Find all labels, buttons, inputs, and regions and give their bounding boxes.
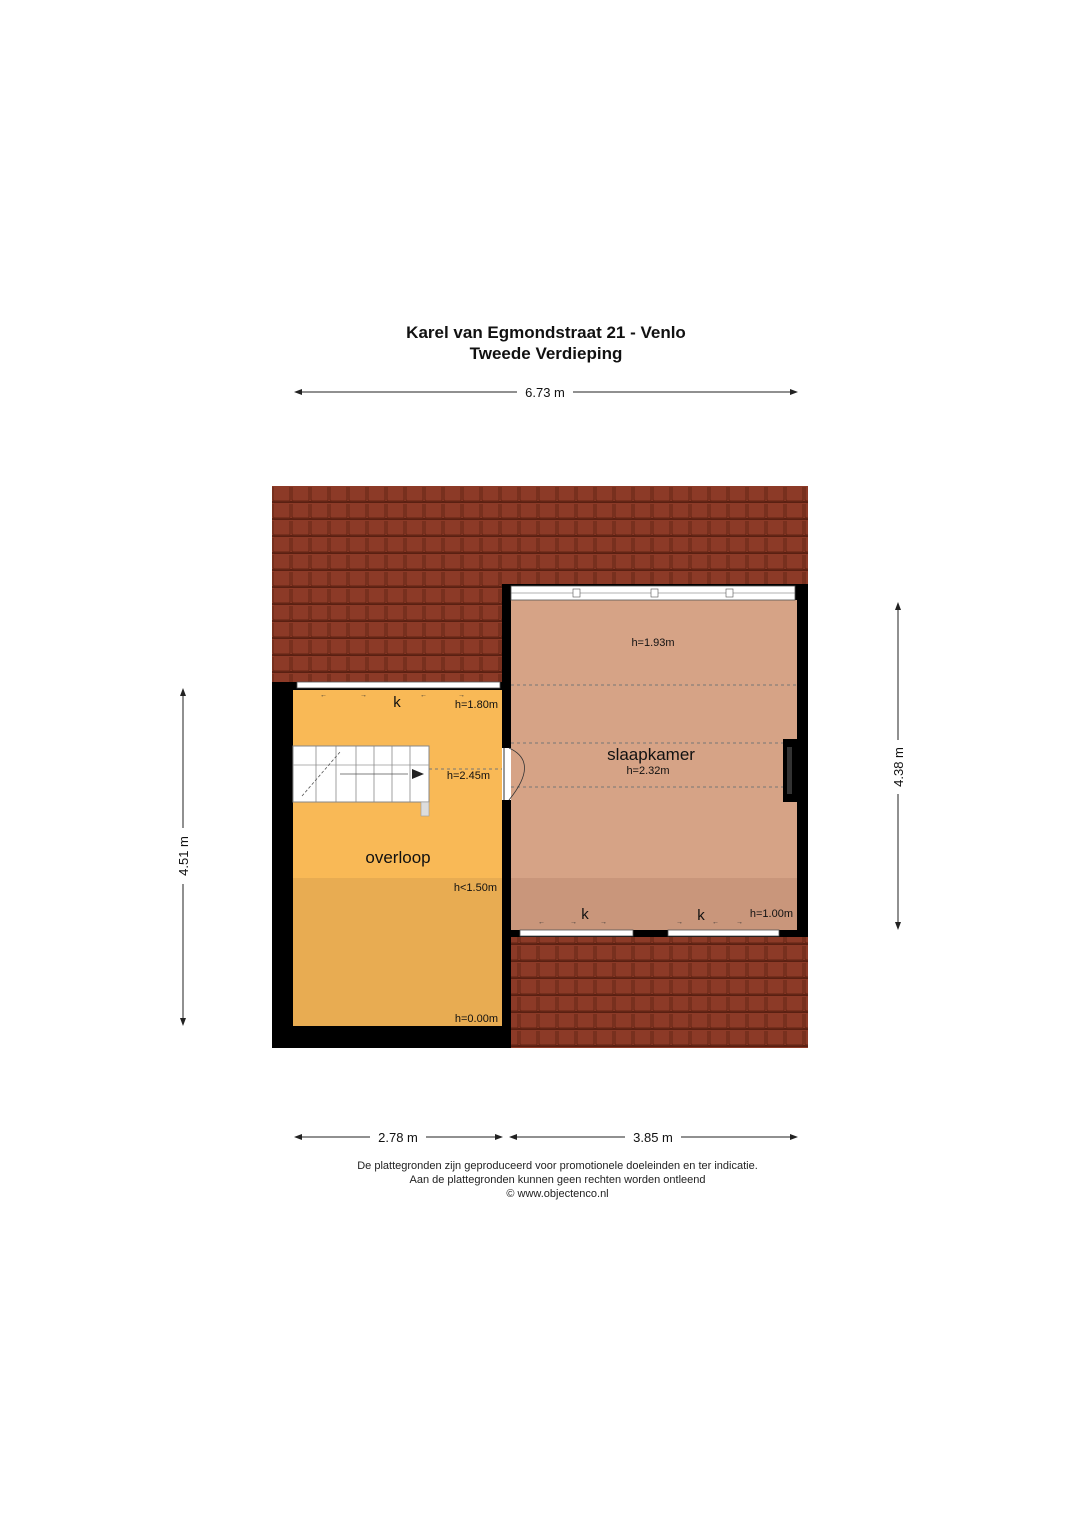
height-label: h=2.32m: [626, 765, 670, 777]
height-label: h=1.80m: [454, 699, 498, 711]
window-slaapkamer-bottom-right: [668, 930, 779, 936]
height-label: h<1.50m: [453, 882, 497, 894]
height-label: h=2.45m: [446, 770, 490, 782]
svg-text:→: →: [736, 919, 743, 926]
dimension-left-height: 4.51 m: [176, 836, 191, 876]
svg-text:→: →: [360, 692, 367, 699]
height-label: h=0.00m: [454, 1013, 498, 1025]
svg-text:←: ←: [320, 692, 327, 699]
disclaimer-line: Aan de plattegronden kunnen geen rechten worden ontleend: [409, 1174, 706, 1186]
height-label: h=1.00m: [749, 908, 793, 920]
skylight-mark: k: [697, 907, 705, 924]
window-slaapkamer-bottom-left: [520, 930, 633, 936]
plan-title: Karel van Egmondstraat 21 - Venlo: [406, 323, 686, 342]
svg-text:→: →: [600, 919, 607, 926]
dimension-bottom-left: 2.78 m: [378, 1130, 418, 1145]
dimension-bottom-right: 3.85 m: [633, 1130, 673, 1145]
svg-text:→: →: [676, 919, 683, 926]
dimension-total-width: 6.73 m: [525, 385, 565, 400]
window-overloop-top: [297, 682, 500, 688]
overloop-label: overloop: [365, 848, 431, 867]
svg-text:→: →: [458, 692, 465, 699]
floor-title: Tweede Verdieping: [469, 344, 623, 363]
height-label: h=1.93m: [631, 637, 675, 649]
disclaimer-line: De plattegronden zijn geproduceerd voor promotionele doeleinden en ter indicatie.: [357, 1160, 758, 1172]
slaapkamer-label: slaapkamer: [607, 745, 695, 764]
dimension-right-height: 4.38 m: [891, 747, 906, 787]
overloop-low-zone: [293, 878, 502, 1026]
skylight-mark: k: [581, 906, 589, 923]
svg-text:→: →: [570, 919, 577, 926]
svg-text:←: ←: [538, 919, 545, 926]
skylight-mark: k: [393, 694, 401, 711]
copyright-line: © www.objectenco.nl: [506, 1188, 609, 1200]
svg-text:←: ←: [712, 919, 719, 926]
slaapkamer-low-zone: [511, 878, 797, 930]
svg-text:←: ←: [420, 692, 427, 699]
